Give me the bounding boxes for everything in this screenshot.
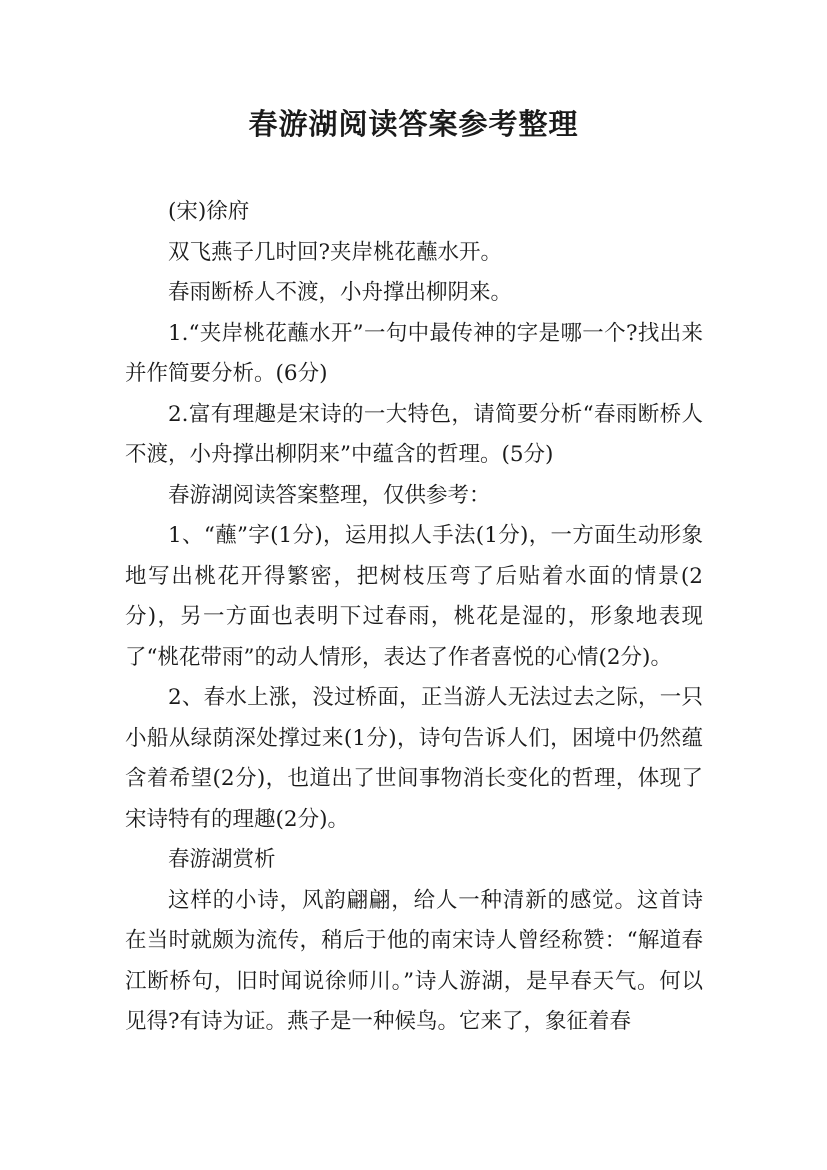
appreciation-heading: 春游湖赏析 <box>168 847 276 872</box>
poem-line-2: 春雨断桥人不渡，小舟撑出柳阴来。 <box>168 280 513 305</box>
document-body <box>125 192 703 1043</box>
appreciation-paragraph: 这样的小诗，风韵翩翩，给人一种清新的感觉。这首诗在当时就颇为流传，稍后于他的南宋诗人曾经称赞：“解道春江断桥句，旧时闻说徐师川。”诗人游湖，是早春天气。何以见得?有诗为证。燕子是一种候鸟。它来了，象征着春 <box>125 887 703 1034</box>
poem-line-1: 双飞燕子几时回?夹岸桃花蘸水开。 <box>168 239 503 265</box>
poem-author: (宋)徐府 <box>168 199 250 224</box>
question-2: 2.富有理趣是宋诗的一大特色，请简要分析“春雨断桥人不渡，小舟撑出柳阴来”中蕴含的哲理。(5分) <box>125 401 703 467</box>
question-1: 1.“夹岸桃花蘸水开”一句中最传神的字是哪一个?找出来并作简要分析。(6分) <box>125 320 703 386</box>
document-title: 春游湖阅读答案参考整理 <box>248 107 579 141</box>
answer-1: 1、“蘸”字(1分)，运用拟人手法(1分)，一方面生动形象地写出桃花开得繁密，把树枝压弯了后贴着水面的情景(2分)，另一方面也表明下过春雨，桃花是湿的，形象地表现了“桃花带雨”的动人情形，表达了作者喜悦的心情(2分)。 <box>125 523 703 670</box>
answer-2: 2、春水上涨，没过桥面，正当游人无法过去之际，一只小船从绿荫深处撑过来(1分)，诗句告诉人们，困境中仍然蕴含着希望(2分)，也道出了世间事物消长变化的哲理，体现了宋诗特有的理趣(2分)。 <box>125 685 703 832</box>
answers-heading: 春游湖阅读答案整理，仅供参考： <box>168 482 491 508</box>
